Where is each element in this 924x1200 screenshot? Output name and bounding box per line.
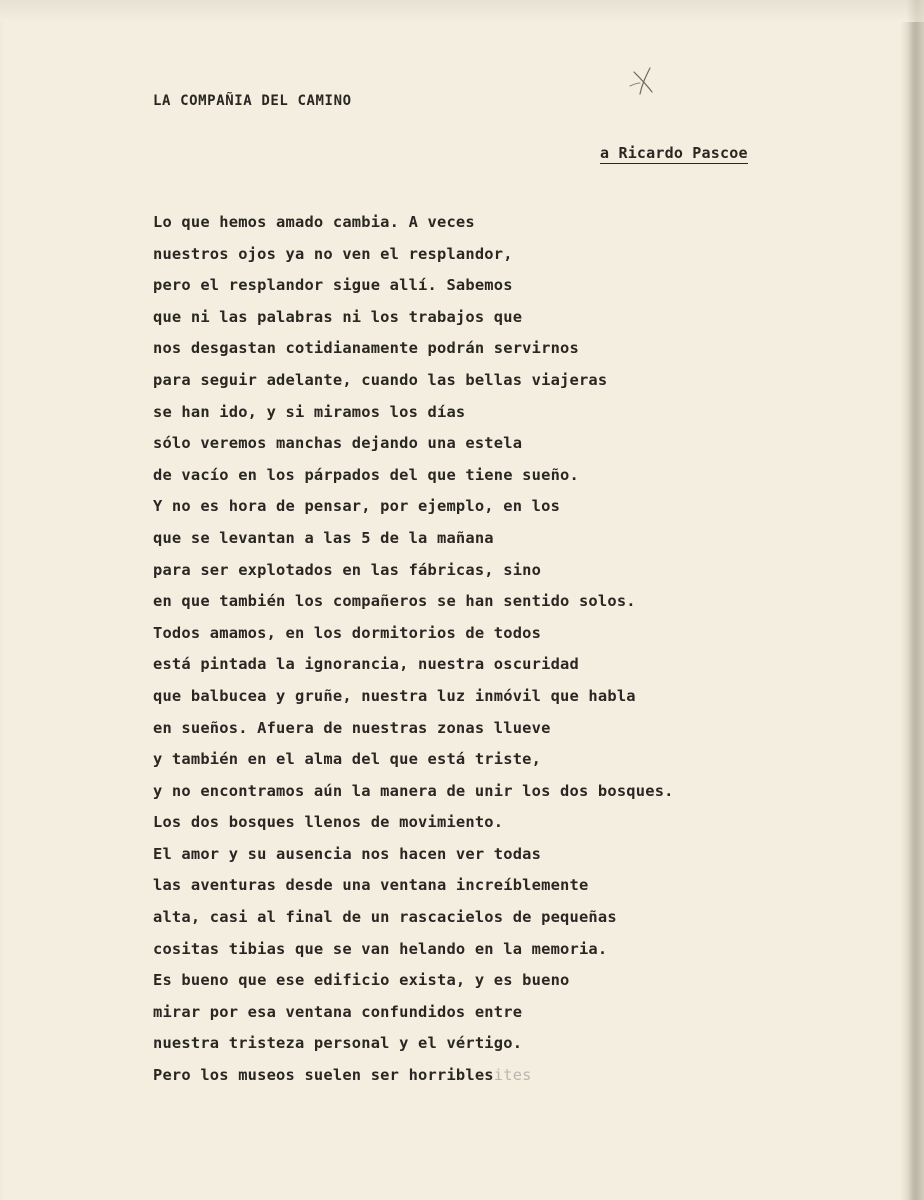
poem-line: que balbucea y gruñe, nuestra luz inmóvil que habla [153, 686, 636, 705]
poem-line: sólo veremos manchas dejando una estela [153, 434, 523, 453]
poem-line: pero el resplandor sigue allí. Sabemos [153, 276, 513, 295]
poem-line: en que también los compañeros se han sentido solos. [153, 592, 636, 611]
poem-line: y no encontramos aún la manera de unir los dos bosques. [153, 781, 674, 800]
poem-line: está pintada la ignorancia, nuestra oscuridad [153, 655, 579, 674]
poem-line: se han ido, y si miramos los días [153, 402, 466, 421]
poem-line: para ser explotados en las fábricas, sino [153, 560, 542, 579]
poem-line: Y no es hora de pensar, por ejemplo, en los [153, 497, 561, 516]
poem-line: Los dos bosques llenos de movimiento. [153, 813, 504, 832]
pencil-x-mark-icon [628, 62, 658, 98]
poem-line: de vacío en los párpados del que tiene sueño. [153, 465, 579, 484]
poem-line: en sueños. Afuera de nuestras zonas llueve [153, 718, 551, 737]
page-right-edge [906, 0, 924, 1200]
poem-line: Lo que hemos amado cambia. A veces [153, 213, 475, 231]
poem-line: mirar por esa ventana confundidos entre [153, 1002, 523, 1021]
poem-line: para seguir adelante, cuando las bellas viajeras [153, 370, 608, 389]
poem-title: LA COMPAÑIA DEL CAMINO [153, 93, 352, 109]
poem-line: Es bueno que ese edificio exista, y es bueno [153, 971, 570, 990]
poem-line: las aventuras desde una ventana increíblemente [153, 876, 589, 895]
faded-text: ites [493, 1066, 532, 1085]
dedication: a Ricardo Pascoe [600, 144, 748, 162]
page-top-edge [0, 0, 924, 22]
poem-line: que se levantan a las 5 de la mañana [153, 528, 494, 547]
poem-line: nos desgastan cotidianamente podrán servirnos [153, 339, 579, 358]
poem-line: nuestros ojos ya no ven el resplandor, [153, 244, 513, 263]
poem-line: Todos amamos, en los dormitorios de todos [153, 623, 542, 642]
poem-line: El amor y su ausencia nos hacen ver todas [153, 844, 542, 863]
poem-line: cositas tibias que se van helando en la memoria. [153, 939, 608, 958]
poem-line: que ni las palabras ni los trabajos que [153, 307, 523, 326]
poem-line-last-text: Pero los museos suelen ser horribles [153, 1066, 494, 1085]
poem-body [153, 207, 674, 1092]
poem-line: nuestra tristeza personal y el vértigo. [153, 1034, 523, 1053]
poem-line: alta, casi al final de un rascacielos de pequeñas [153, 908, 617, 927]
poem-line: y también en el alma del que está triste, [153, 750, 542, 769]
poem-line-last [153, 1060, 674, 1092]
